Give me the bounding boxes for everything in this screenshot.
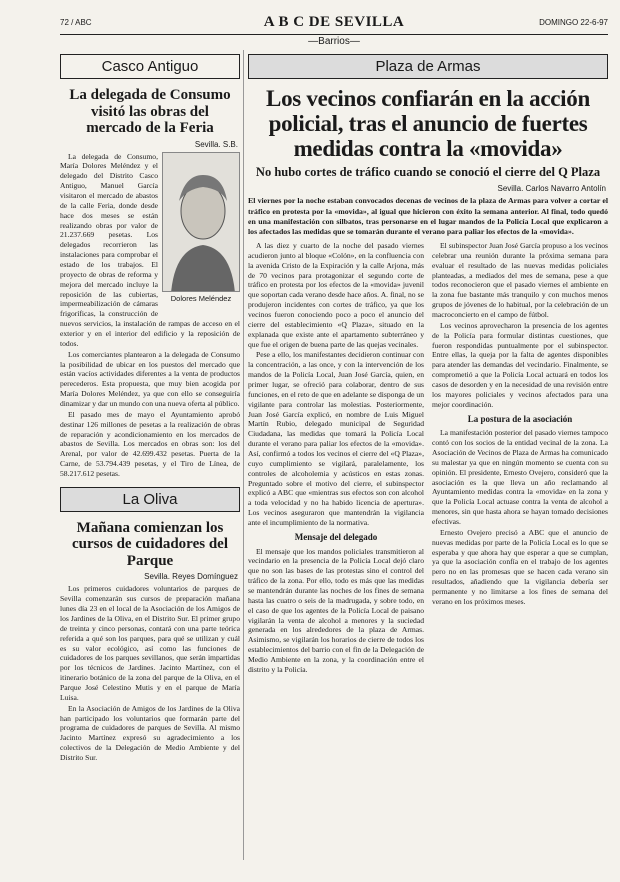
body-paragraph: Los vecinos aprovecharon la presencia de los agentes de la Policía para formular distintas cuestiones, que fueron respondidas puntualmente por el subinspector. Entre ellas, la queja por la falta de agentes disponibles para atender las demandas del vecindario. Finalmente, se comprometió a que la Policía Local actuará en todos los casos de desorden y en la necesidad de una revisión entre los mayores policiales y vecinos afectados para una mejor coordinación. — [432, 320, 608, 409]
story2-headline: Mañana comienzan los cursos de cuidadores del Parque — [72, 519, 228, 569]
story2-byline: Sevilla. Reyes Domínguez — [144, 572, 238, 582]
header-rule — [60, 34, 608, 35]
main-body — [248, 241, 608, 676]
subhead-asociacion: La postura de la asociación — [467, 413, 573, 424]
body-paragraph: La manifestación posterior del pasado viernes tampoco contó con los socios de la entidad vecinal de la zona. La Asociación de Vecinos de Plaza de Armas ha comunicado su malestar ya que en ningún momento se cuenta con su opinión. El presidente, Ernesto Ovejero, consideró que la asociación es la que lleva un año reclamando al Ayuntamiento medidas contra la «movida» en la zona y que la Policía Local actuase contra la venta de alcohol a menores, sin que hasta ahora se hayan tomado decisiones efectivas. — [432, 428, 608, 527]
story2-paragraph: Los primeros cuidadores voluntarios de parques de Sevilla comenzarán sus cursos de preparación mañana lunes día 23 en el local de la Asociación de los Amigos de los Jardines de la Oliva, en el Distrito Sur. El primer grupo de treinta y cinco personas, contará con una parte teórica referida a qué son los parques, para qué se utilizan y cuál es su valor ecológico, así como las funciones de cuidadores de los parques sevillanos, que serán impartidas por los técnicos de Jardines. Jacinto Martínez, con el itinerario botánico de la zona del parque de la Oliva, en el Parque José Celestino Mutis y en el parque de María Luisa. — [60, 584, 240, 702]
section-label: —Barrios— — [60, 36, 608, 47]
photo-figure — [162, 152, 240, 310]
photo-caption: Dolores Meléndez — [170, 293, 232, 303]
main-body-col-b — [432, 241, 608, 676]
body-paragraph: A las diez y cuarto de la noche del pasado viernes acudieron junto al bloque «Colón», en la confluencia con la avenida Cristo de la Expiración y la calle Arjona, más de 70 vecinos para protagonizar el segundo corte de tráfico en protesta por los efectos de la «movida» juvenil que soportan cada verano desde hace años. A. final, no se produjeron incidentes con cortes de tráfico, ya que los vecinos fueron conociendo poco a poco el anuncio del cierre del establecimiento «Q Plaza», situado en la explanada que existe ante el apartamento subterráneo y que fue el origen de buena parte de las quejas vecinales. — [248, 240, 424, 349]
body-paragraph: Ernesto Ovejero precisó a ABC que el anuncio de nuevas medidas por parte de la Policía Local es lo que se esperaba y que ahora hay que esperar a que se cumplan, ya que la asociación confía en el trabajo de los agentes pero no en las promesas que se hacen cada verano sin resultados, añadiendo que la vigilancia debería ser permanente y no limitarse a los fines de semana del verano en los próximos meses. — [432, 527, 608, 606]
page-number: 72 / ABC — [60, 18, 92, 27]
body-paragraph: Pese a ello, los manifestantes decidieron continuar con la concentración, a las once, y con la intervención de los mandos de la Policía Local, Juan José García, quien, en primer lugar, se ofreció para colaborar, dentro de sus funciones, en el reto de que en adelante se disponga de un vigilante para controlar las molestias. Posteriormente, Juan José García explicó, en nombre de Luis Miguel Martín Rubio, delegado municipal de Seguridad Ciudadana, las medidas que tomará la Policía Local durante el verano para paliar los efectos de la «movida». Así, confirmó a todos los vecinos el cierre del «Q Plaza», cuyo cumplimiento se vigilará, paralelamente, los controles de alcoholemia y acústicos en estas zonas. Preguntado sobre el motivo del cierre, el subinspector explicó a ABC que «mientras sus efectos son con alcohol a toda velocidad y no ha habido licencia de apertura». Los vecinos aseguraron que mantendrán la vigilancia ante el incumplimiento de la normativa. — [248, 350, 424, 528]
main-byline: Sevilla. Carlos Navarro Antolín — [497, 184, 606, 194]
story1-paragraph: Los comerciantes plantearon a la delegada de Consumo la posibilidad de ubicar en los puestos del mercado que están vacíos actividades diferentes a la venta de productos perecederos. Esta propuesta, que muy bien acogida por María Dolores Meléndez, ya que con ello se conseguiría dinamizar y dar un mundo con una nueva oferta al público. — [60, 349, 240, 408]
story1-paragraph: El pasado mes de mayo el Ayuntamiento aprobó destinar 126 millones de pesetas a la realización de obras de reparación y acondicionamiento en los mercados de abastos de Sevilla. Los mercados en obras son: los del Arenal, por valor de 42.699.432 pesetas. Puerta de la Carne, de 53.794.439 pesetas, y el Tiro de Línea, de 58.217.612 pesetas. — [60, 409, 240, 478]
portrait-photo — [162, 152, 240, 292]
page-header — [60, 14, 608, 32]
story1-paragraph: La delegada de Consumo, María Dolores Meléndez y el delegado del Distrito Casco Antiguo, Manuel García visitaron el mercado de abastos de la calle Feria, donde desde hace dos meses se están realizando obras por valor de 21.237.669 pesetas. Los delegados recorrieron las instalaciones para comprobar el estado de los trabajos. El proyecto de obras de reforma y mejora del mercado incluye la reposición de las cubiertas, impermeabilización de cámaras frigoríficas, la construcción de nuevos servicios, la instalación de rampas de acceso en el exterior y en el interior del edificio y la reposición de todos. — [60, 151, 240, 348]
story1-body — [60, 152, 240, 479]
masthead: A B C DE SEVILLA — [263, 14, 405, 30]
main-subheadline: No hubo cortes de tráfico cuando se conoció el cierre del Q Plaza — [255, 165, 601, 180]
story1-byline: Sevilla. S.B. — [194, 139, 238, 149]
subhead-delegado: Mensaje del delegado — [294, 531, 378, 542]
main-body-col-a — [248, 241, 424, 676]
page-date: DOMINGO 22-6-97 — [539, 18, 608, 27]
story2-paragraph: En la Asociación de Amigos de los Jardines de la Oliva han participado los voluntarios que formarán parte del programa de cuidadores de parques de Sevilla. Al mismo Jacinto Martínez expresó su agradecimiento a los colectivos de la Delegación de Medio Ambiente y del Distrito Sur. — [60, 703, 240, 762]
casco-antiguo-box-title: Casco Antiguo — [60, 54, 240, 79]
body-paragraph: El subinspector Juan José García propuso a los vecinos celebrar una reunión durante la próxima semana para evaluar el resultado de las nuevas medidas policiales planteadas, a mediados del mes de semana, pese a que todos reconocieron que el pasado viernes el ambiente en la zona fue bastante más tranquilo y con muchos menos grupos de jóvenes de lo habitual, por la celebración de un macroconcierto en el campo de fútbol. — [432, 240, 608, 319]
column-divider — [243, 50, 244, 860]
body-paragraph: El mensaje que los mandos policiales transmitieron al vecindario en la presencia de la Policía Local dejó claro que no son las bases de las protestas sino el control del tráfico de la zona. Por ello, todo es más que las medidas se mantendrán durante las noches de los fines de semana hasta las cuatro o seis de la madrugada, y sobre todo, en el caso de que los agentes de la Policía Local de paisano vigilarán la venta de alcohol a menores y la suciedad generada en los alrededores de la plaza de Armas. Asimismo, se vigilarán los horarios de cierre de todos los establecimientos del barrio con el fin de la Delegación de Medio Ambiente en la zona, y la coordinación entre el distrito y la Policía. — [248, 546, 424, 674]
plaza-de-armas-box-title: Plaza de Armas — [248, 54, 608, 79]
story2-body — [60, 584, 240, 762]
story1-headline: La delegada de Consumo visitó las obras del mercado de la Feria — [69, 87, 231, 136]
main-headline: Los vecinos confiarán en la acción policial, tras el anuncio de fuertes medidas contra la «movida» — [266, 86, 590, 161]
left-column — [60, 50, 240, 860]
main-lead: El viernes por la noche estaban convocados decenas de vecinos de la plaza de Armas para volver a cortar el tráfico en protesta por la «movida», al igual que hicieron con éxito la semana anterior. Al final, todo quedó en una manifestación con silbatos, tras personarse en el lugar mandos de la Policía Local que explicaron a los afectados las medidas que se tomarán durante el verano para paliar los efectos de la «movida». — [248, 196, 608, 236]
la-oliva-box-title: La Oliva — [60, 487, 240, 512]
right-column — [248, 50, 608, 860]
